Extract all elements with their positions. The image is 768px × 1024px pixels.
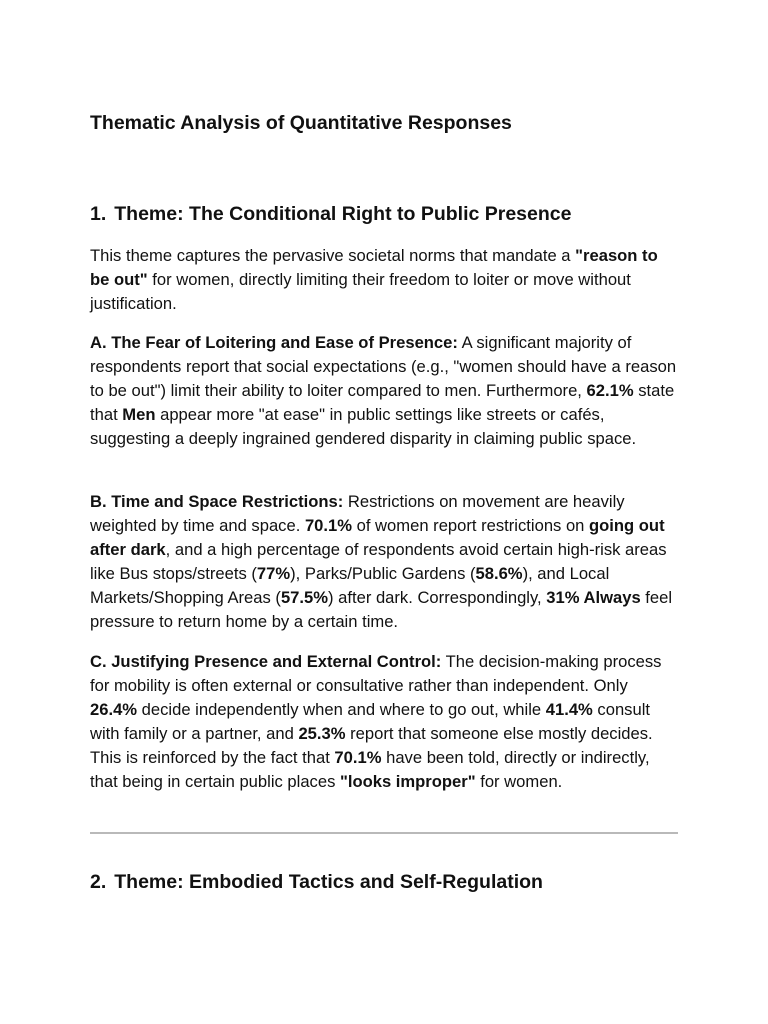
theme-1-heading: [90, 203, 571, 226]
section-c-label: C. Justifying Presence and External Control:: [90, 652, 442, 671]
section-b-text: feel pressure to return home by a certain time.: [90, 588, 673, 632]
document-title: Thematic Analysis of Quantitative Responses: [90, 112, 512, 134]
section-a-text: state that: [90, 381, 675, 425]
section-b-text: ) after dark. Correspondingly,: [328, 588, 547, 608]
section-a-label: A. The Fear of Loitering and Ease of Presence:: [90, 333, 458, 352]
section-b-stat: 57.5%: [280, 588, 328, 608]
intro-emphasis: "reason to be out": [90, 246, 658, 290]
section-a-paragraph: [90, 331, 678, 451]
section-c-text: have been told, directly or indirectly, that being in certain public places: [90, 748, 650, 792]
section-b-stat: 58.6%: [475, 564, 523, 584]
section-b-text: Restrictions on movement are heavily weighted by time and space.: [90, 492, 625, 536]
section-a-stat: 62.1%: [586, 381, 634, 401]
section-b-emphasis: 31% Always: [546, 588, 641, 608]
section-c-text: The decision-making process for mobility is often external or consultative rather than independent. Only: [90, 652, 662, 696]
section-a-text: A significant majority of respondents report that social expectations (e.g., "women should have a reason to be out") limit their ability to loiter compared to men. Furthermore,: [90, 333, 677, 401]
section-b-stat: 70.1%: [304, 516, 352, 536]
section-b-paragraph: [90, 490, 678, 635]
section-c-text: decide independently when and where to go out, while: [137, 700, 546, 720]
section-c-stat: 41.4%: [545, 700, 593, 720]
section-c-stat: 26.4%: [90, 700, 138, 720]
section-c-text: consult with family or a partner, and: [90, 700, 650, 744]
section-c-emphasis: "looks improper": [339, 772, 476, 792]
section-b-text: ), Parks/Public Gardens (: [290, 564, 476, 584]
section-a-text: appear more "at ease" in public settings like streets or cafés, suggesting a deeply ingrained gendered disparity in claiming public space.: [90, 405, 637, 449]
section-c-stat: 25.3%: [298, 724, 346, 744]
intro-text: This theme captures the pervasive societal norms that mandate a: [90, 246, 576, 265]
section-b-emphasis: going out after dark: [90, 516, 665, 560]
section-a-emphasis: Men: [122, 405, 156, 425]
section-divider: [90, 832, 678, 834]
section-b-text: ), and Local Markets/Shopping Areas (: [90, 564, 610, 608]
theme-1-intro-paragraph: [90, 244, 678, 316]
theme-2-title: Theme: Embodied Tactics and Self-Regulation: [114, 871, 543, 893]
section-c-text: report that someone else mostly decides. This is reinforced by the fact that: [90, 724, 653, 768]
intro-text: for women, directly limiting their freedom to loiter or move without justification.: [90, 270, 631, 314]
section-c-stat: 70.1%: [334, 748, 382, 768]
section-b-label: B. Time and Space Restrictions:: [90, 492, 344, 511]
section-b-text: , and a high percentage of respondents avoid certain high-risk areas like Bus stops/streets (: [90, 540, 667, 584]
section-b-stat: 77%: [256, 564, 291, 584]
theme-1-number: 1.: [90, 203, 107, 225]
theme-1-title: Theme: The Conditional Right to Public Presence: [114, 203, 572, 225]
section-c-paragraph: [90, 650, 678, 795]
section-b-text: of women report restrictions on: [352, 516, 590, 536]
theme-2-heading: [90, 871, 543, 894]
theme-2-number: 2.: [90, 871, 107, 893]
section-c-text: for women.: [475, 772, 563, 792]
